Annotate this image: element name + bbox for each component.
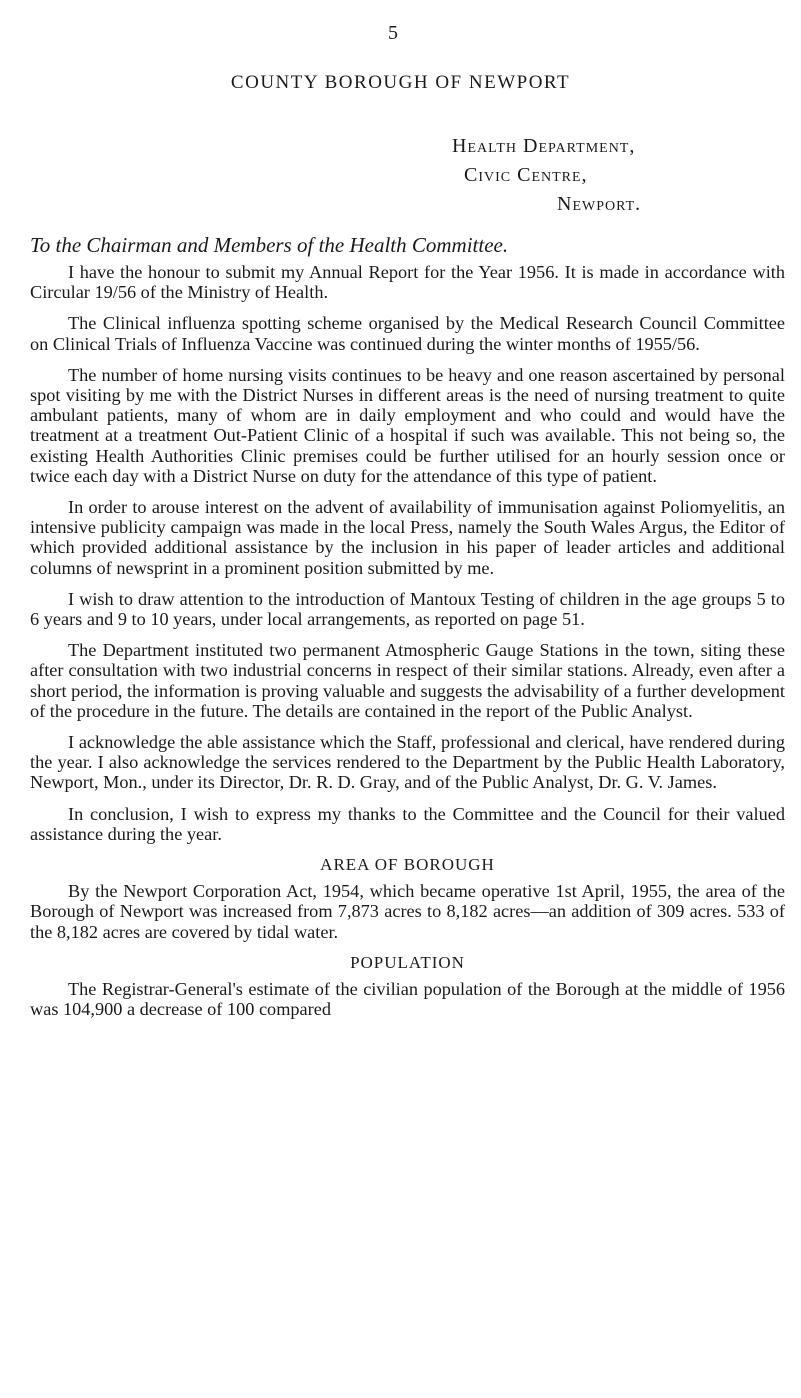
document-heading: COUNTY BOROUGH OF NEWPORT [230,72,571,93]
letter-body [30,262,785,1031]
population-heading: POPULATION [350,952,465,972]
paragraph: The Department instituted two permanent Atmospheric Gauge Stations in the town, siting these after consultation with two industrial concerns in respect of their similar stations. Already, even after a short period, the information is proving valuable and suggests the advisability of a further development of the procedure in the future. The details are contained in the report of the Public Analyst. [30,640,785,721]
paragraph: I acknowledge the able assistance which the Staff, professional and clerical, have rendered during the year. I also acknowledge the services rendered to the Department by the Public Health Laboratory, Newport, Mon., under its Director, Dr. R. D. Gray, and of the Public Analyst, Dr. G. V. James. [30,732,785,793]
population-paragraph: The Registrar-General's estimate of the civilian population of the Borough at the middle of 1956 was 104,900 a decrease of 100 compared [30,979,785,1020]
paragraph: In order to arouse interest on the advent of availability of immunisation against Poliomyelitis, an intensive publicity campaign was made in the local Press, namely the South Wales Argus, the Editor of which provided additional assistance by the inclusion in his paper of leader articles and additional columns of newsprint in a prominent position submitted by me. [30,497,785,578]
area-heading: AREA OF BOROUGH [320,855,495,875]
salutation: To the Chairman and Members of the Health Committee. [30,233,509,257]
address-line: Health Department, [452,135,636,157]
area-paragraph: By the Newport Corporation Act, 1954, which became operative 1st April, 1955, the area of the Borough of Newport was increased from 7,873 acres to 8,182 acres—an addition of 309 acres. 533 of the 8,182 acres are covered by tidal water. [30,881,785,942]
paragraph: The Clinical influenza spotting scheme organised by the Medical Research Council Committee on Clinical Trials of Influenza Vaccine was continued during the winter months of 1955/56. [30,313,785,354]
paragraph: In conclusion, I wish to express my thanks to the Committee and the Council for their valued assistance during the year. [30,803,785,844]
page-number: 5 [388,22,398,44]
address-block [452,132,641,219]
address-line: Civic Centre, [464,164,588,186]
paragraph: The number of home nursing visits continues to be heavy and one reason ascertained by personal spot visiting by me with the District Nurses in different areas is the need of nursing treatment to quite ambulant patients, many of whom are in daily employment and who could and would have the treatment at a treatment Out-Patient Clinic of a hospital if such was available. This not being so, the existing Health Authorities Clinic premises could be further utilised for an hourly session once or twice each day with a District Nurse on duty for the attendance of this type of patient. [30,364,785,486]
paragraph: I have the honour to submit my Annual Report for the Year 1956. It is made in accordance with Circular 19/56 of the Ministry of Health. [30,262,785,303]
paragraph: I wish to draw attention to the introduction of Mantoux Testing of children in the age groups 5 to 6 years and 9 to 10 years, under local arrangements, as reported on page 51. [30,588,785,630]
address-line: Newport. [557,193,642,215]
